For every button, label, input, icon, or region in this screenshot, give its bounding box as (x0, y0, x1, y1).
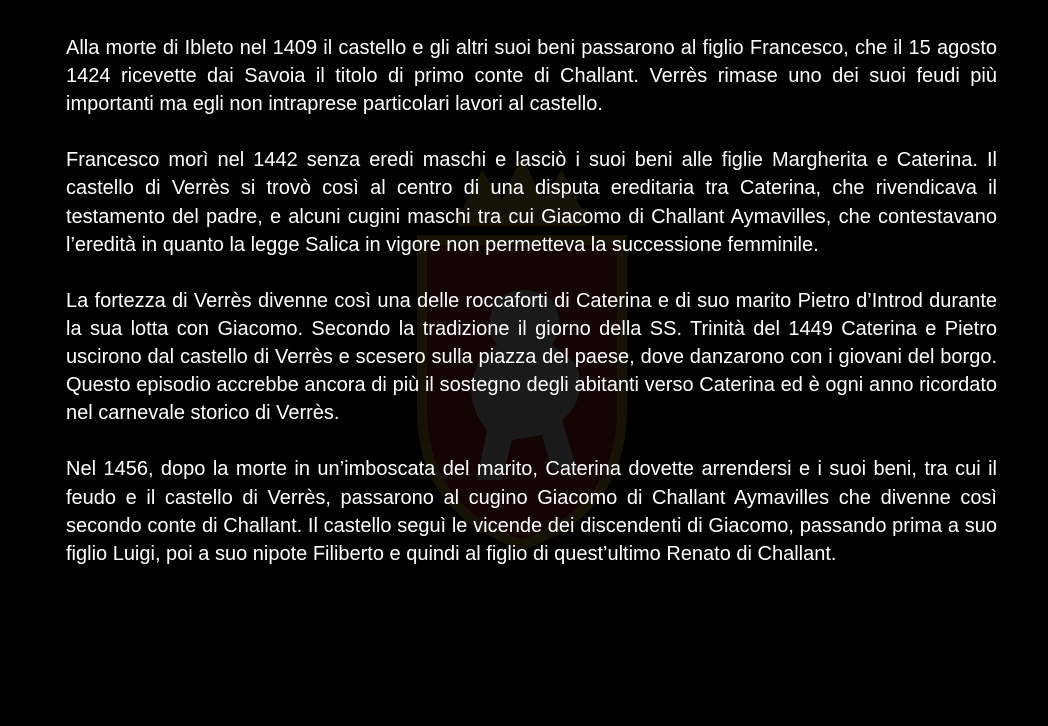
paragraph-caterina-fortress: La fortezza di Verrès divenne così una delle roccaforti di Caterina e di suo marito Pietro d’Introd durante la sua lotta con Giacomo. Secondo la tradizione il giorno della SS. Trinità del 1449 Caterina e Pietro uscirono dal castello di Verrès e scesero sulla piazza del paese, dove danzarono con i giovani del borgo. Questo episodio accrebbe ancora di più il sostegno degli abitanti verso Caterina ed è ogni anno ricordato nel carnevale storico di Verrès. (66, 289, 997, 425)
paragraph-ibleto-death: Alla morte di Ibleto nel 1409 il castello e gli altri suoi beni passarono al figlio Francesco, che il 15 agosto 1424 ricevette dai Savoia il titolo di primo conte di Challant. Verrès rimase uno dei suoi feudi più importanti ma egli non intraprese particolari lavori al castello. (66, 37, 997, 116)
paragraph-francesco-heirs: Francesco morì nel 1442 senza eredi maschi e lasciò i suoi beni alle figlie Margherita e Caterina. Il castello di Verrès si trovò così al centro di una disputa ereditaria tra Caterina, che rivendicava il testamento del padre, e alcuni cugini maschi tra cui Giacomo di Challant Aymavilles, che contestavano l’eredità in quanto la legge Salica in vigore non permetteva la successione femminile. (66, 149, 997, 256)
paragraph-giacomo-succession: Nel 1456, dopo la morte in un’imboscata del marito, Caterina dovette arrendersi e i suoi beni, tra cui il feudo e il castello di Verrès, passarono al cugino Giacomo di Challant Aymavilles che divenne così secondo conte di Challant. Il castello seguì le vicende dei discendenti di Giacomo, passando prima a suo figlio Luigi, poi a suo nipote Filiberto e quindi al figlio di quest’ultimo Renato di Challant. (66, 458, 997, 565)
body-text (66, 34, 997, 568)
